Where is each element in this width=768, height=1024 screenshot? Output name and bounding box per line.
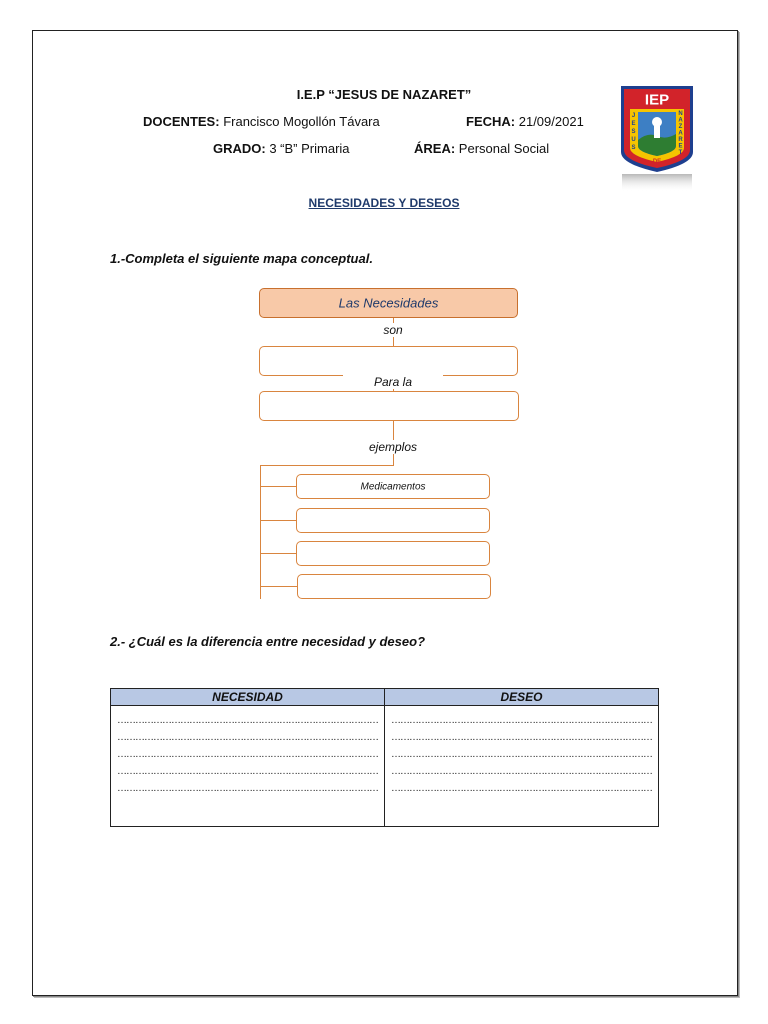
school-logo	[618, 84, 696, 194]
tree-line	[260, 465, 394, 466]
dotted-line: ……………………………………………………………………………	[391, 715, 652, 726]
tree-branch	[260, 520, 297, 521]
grade-line	[213, 141, 350, 156]
dotted-line: ……………………………………………………………………………	[391, 732, 652, 743]
svg-text:Z: Z	[678, 124, 683, 130]
dotted-line: ……………………………………………………………………………	[391, 749, 652, 760]
logo-top-text: IEP	[644, 91, 670, 109]
concept-top-box	[259, 288, 518, 318]
tree-branch	[260, 586, 297, 587]
necesidad-answer-cell[interactable]	[111, 706, 385, 827]
svg-text:A: A	[678, 117, 683, 124]
dotted-line: ……………………………………………………………………………	[391, 783, 652, 794]
link-para-la: Para la	[343, 375, 443, 389]
question-1: 1.-Completa el siguiente mapa conceptual.	[110, 251, 373, 266]
grade-label: GRADO:	[213, 141, 266, 156]
example-label-1: Medicamentos	[360, 481, 426, 492]
question-2: 2.- ¿Cuál es la diferencia entre necesidad y deseo?	[110, 634, 426, 649]
concept-top-label: Las Necesidades	[338, 295, 439, 311]
svg-text:E: E	[631, 121, 636, 127]
svg-text:A: A	[678, 130, 683, 137]
svg-text:J: J	[631, 113, 636, 119]
answer-box-2[interactable]	[259, 391, 519, 421]
comparison-table	[110, 688, 659, 827]
dotted-line: ……………………………………………………………………………	[117, 766, 378, 777]
svg-text:T: T	[678, 150, 683, 156]
example-box-4[interactable]	[297, 574, 491, 599]
dotted-line: ……………………………………………………………………………	[117, 749, 378, 760]
example-box-2[interactable]	[296, 508, 490, 533]
dotted-line: ……………………………………………………………………………	[117, 732, 378, 743]
date-label: FECHA:	[466, 114, 516, 129]
teachers-line	[143, 114, 380, 129]
svg-text:S: S	[631, 145, 636, 151]
teachers-label: DOCENTES:	[143, 114, 220, 129]
dotted-line: ……………………………………………………………………………	[391, 766, 652, 777]
date-line	[466, 114, 584, 129]
link-son: son	[343, 323, 443, 337]
teachers-value: Francisco Mogollón Távara	[223, 114, 380, 129]
svg-text:U: U	[631, 137, 636, 143]
column-header-deseo: DESEO	[385, 689, 659, 706]
svg-text:R: R	[678, 137, 683, 143]
svg-text:E: E	[678, 143, 683, 150]
tree-branch	[260, 553, 297, 554]
school-title: I.E.P “JESUS DE NAZARET”	[296, 87, 472, 102]
example-box-3[interactable]	[296, 541, 490, 566]
column-header-necesidad: NECESIDAD	[111, 689, 385, 706]
area-label: ÁREA:	[414, 141, 456, 156]
dotted-line: ……………………………………………………………………………	[117, 715, 378, 726]
dotted-line: ……………………………………………………………………………	[117, 783, 378, 794]
deseo-answer-cell[interactable]	[385, 706, 659, 827]
grade-value: 3 “B” Primaria	[269, 141, 350, 156]
worksheet-title: NECESIDADES Y DESEOS	[308, 196, 460, 210]
area-line	[414, 141, 549, 156]
tree-branch	[260, 486, 297, 487]
example-box-1	[296, 474, 490, 499]
link-ejemplos: ejemplos	[343, 440, 443, 454]
area-value: Personal Social	[458, 141, 550, 156]
answer-box-1[interactable]	[259, 346, 518, 376]
svg-text:N: N	[678, 111, 683, 117]
date-value: 21/09/2021	[518, 114, 584, 129]
svg-text:S: S	[631, 129, 636, 135]
svg-text:DE: DE	[652, 159, 662, 165]
